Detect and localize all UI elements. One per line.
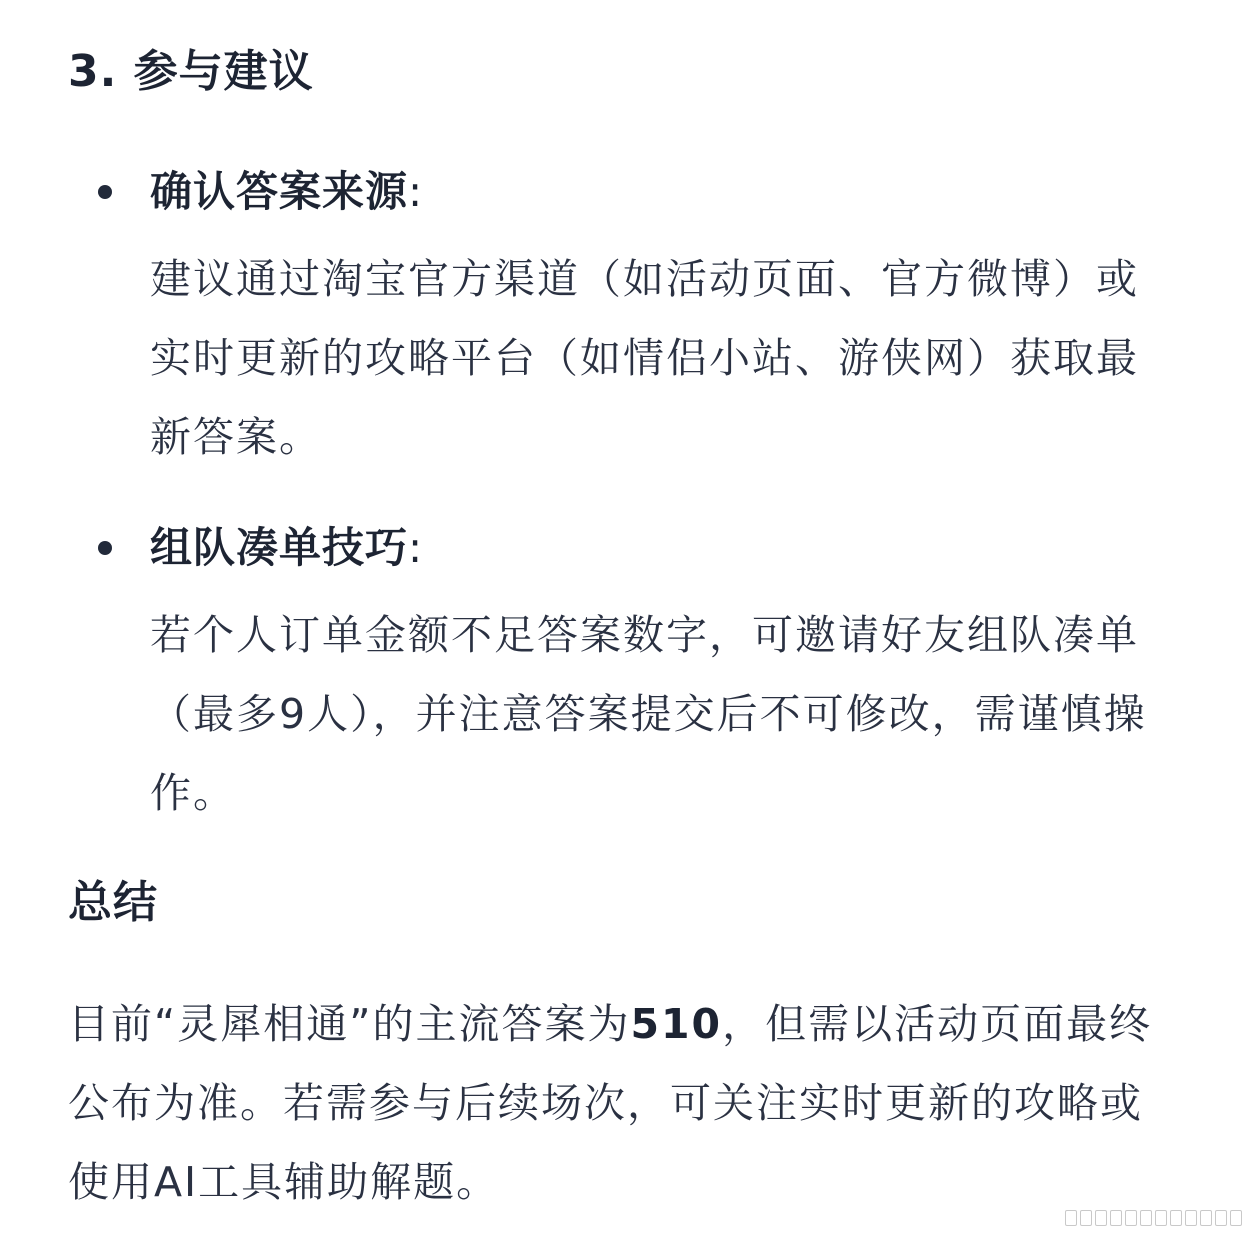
list-item-title-colon: : <box>408 523 424 572</box>
list-item <box>150 518 1210 833</box>
summary-text-before: 目前“灵犀相通”的主流答案为 <box>68 1000 631 1048</box>
section-heading-summary: 总结 <box>68 877 158 928</box>
list-item-title-text: 确认答案来源 <box>150 167 409 216</box>
list-item-body: 建议通过淘宝官方渠道（如活动页面、官方微博）或实时更新的攻略平台（如情侣小站、游侠网）获取最新答案。 <box>150 255 1139 461</box>
list-item-title <box>150 162 1210 222</box>
list-item-title-text: 组队凑单技巧 <box>150 523 409 572</box>
summary-paragraph <box>68 985 1178 1222</box>
summary-answer-highlight: 510 <box>630 1000 723 1048</box>
bullet-dot-icon <box>98 185 112 199</box>
section-heading-participation-tips: 3. 参与建议 <box>68 46 314 97</box>
watermark-icon <box>1065 1210 1242 1228</box>
list-item-title-colon: : <box>408 167 424 216</box>
bullet-dot-icon <box>98 541 112 555</box>
list-item-body: 若个人订单金额不足答案数字，可邀请好友组队凑单（最多9人），并注意答案提交后不可修改，需谨慎操作。 <box>150 611 1147 817</box>
list-item <box>150 162 1210 477</box>
list-item-title <box>150 518 1210 578</box>
summary-text-after: ，但需以活动页面最终公布为准。若需参与后续场次，可关注实时更新的攻略或使用AI工具辅助解题。 <box>68 1000 1153 1206</box>
